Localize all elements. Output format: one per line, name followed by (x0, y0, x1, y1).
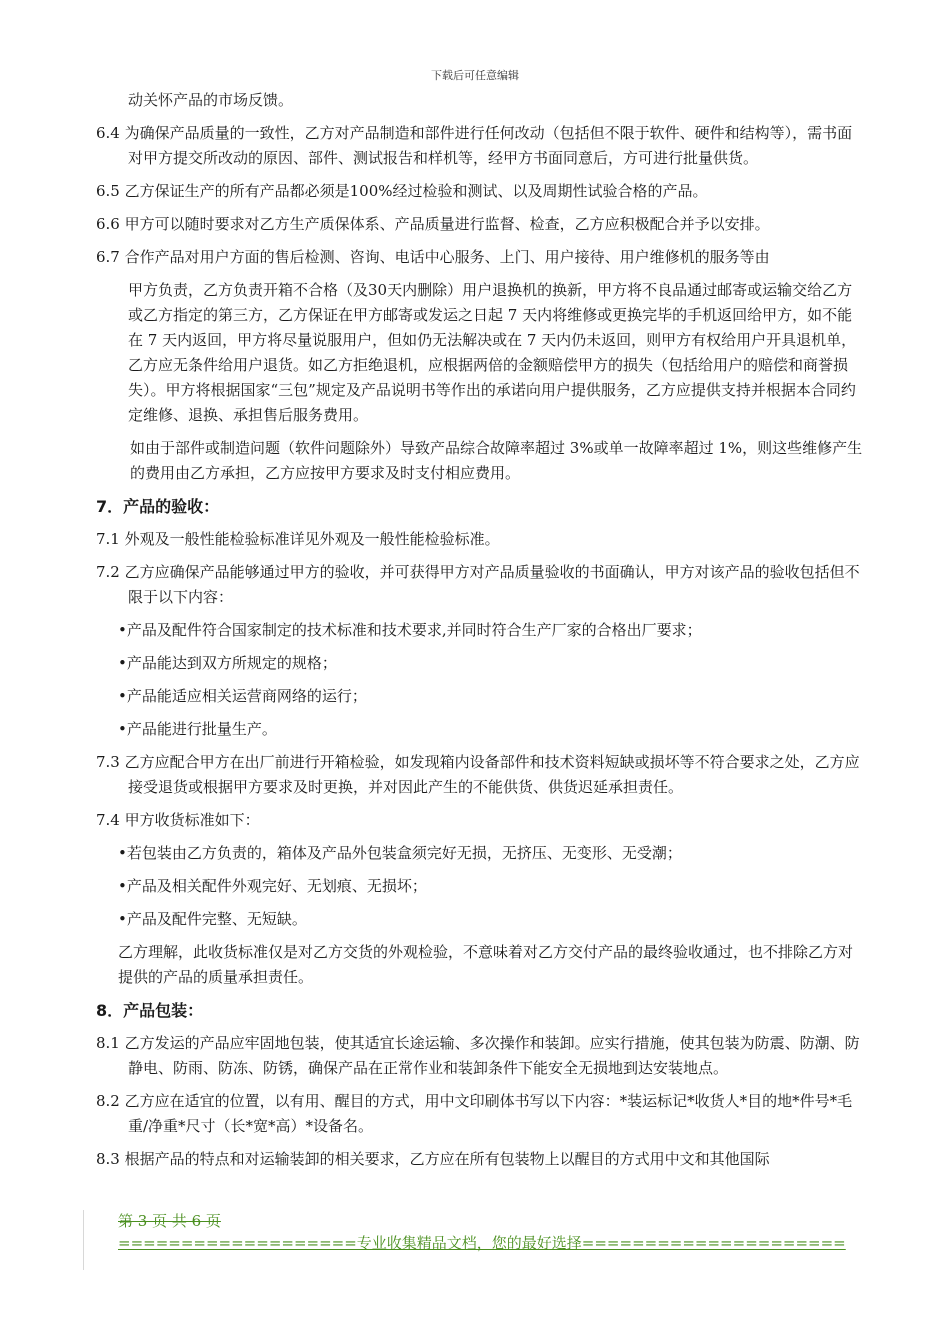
clause-7-3: 7.3 乙方应配合甲方在出厂前进行开箱检验，如发现箱内设备部件和技术资料短缺或损坏等不符合要求之处，乙方应接受退货或根据甲方要求及时更换，并对因此产生的不能供货、供货迟延承担责任。 (96, 753, 860, 796)
section-8-heading: 8．产品包装： (96, 1001, 204, 1020)
clause-6-4: 6.4 为确保产品质量的一致性，乙方对产品制造和部件进行任何改动（包括但不限于软件、硬件和结构等），需书面对甲方提交所改动的原因、部件、测试报告和样机等，经甲方书面同意后，方可进行批量供货。 (96, 124, 853, 167)
clause-6-6: 6.6 甲方可以随时要求对乙方生产质保体系、产品质量进行监督、检查，乙方应积极配合并予以安排。 (96, 215, 770, 233)
clause-7-1: 7.1 外观及一般性能检验标准详见外观及一般性能检验标准。 (96, 530, 500, 548)
clause-7-4: 7.4 甲方收货标准如下： (96, 811, 260, 829)
list-item: •产品能适应相关运营商网络的运行； (118, 687, 367, 705)
list-item: •产品能进行批量生产。 (118, 720, 277, 738)
clause-6-7: 6.7 合作产品对用户方面的售后检测、咨询、电话中心服务、上门、用户接待、用户维修机的服务等由 (96, 248, 770, 266)
footer-banner: ===================专业收集精品文档，您的最好选择===================== (118, 1234, 846, 1252)
clause-6-7-note: 如由于部件或制造问题（软件问题除外）导致产品综合故障率超过 3%或单一故障率超过 1%，则这些维修产生的费用由乙方承担，乙方应按甲方要求及时支付相应费用。 (130, 439, 863, 482)
clause-7-2: 7.2 乙方应确保产品能够通过甲方的验收，并可获得甲方对产品质量验收的书面确认，甲方对该产品的验收包括但不限于以下内容： (96, 563, 860, 606)
clause-8-3: 8.3 根据产品的特点和对运输装卸的相关要求，乙方应在所有包装物上以醒目的方式用中文和其他国际 (96, 1150, 770, 1168)
clause-6-7-continued: 甲方负责，乙方负责开箱不合格（及30天内删除）用户退换机的换新，甲方将不良品通过邮寄或运输交给乙方或乙方指定的第三方，乙方保证在甲方邮寄或发运之日起 7 天内将维修或更换完毕的手机返回给甲方，如不能在 7 天内返回，甲方将尽量说服用户，但如仍无法解决或在 7 天内仍未返回，则甲方有权给用户开具退机单，乙方应无条件给用户退货。如乙方拒绝退机，应根据两倍的金额赔偿甲方的损失（包括给用户的赔偿和商誉损失）。甲方将根据国家“三包”规定及产品说明书等作出的承诺向用户提供服务，乙方应提供支持并根据本合同约定维修、退换、承担售后服务费用。 (128, 281, 857, 424)
page-number: 第 3 页 共 6 页 (118, 1212, 221, 1230)
list-item: •若包装由乙方负责的，箱体及产品外包装盒须完好无损，无挤压、无变形、无受潮； (118, 844, 682, 862)
list-item: •产品及相关配件外观完好、无划痕、无损坏； (118, 877, 427, 895)
clause-6-5: 6.5 乙方保证生产的所有产品都必须是100%经过检验和测试、以及周期性试验合格的产品。 (96, 182, 708, 200)
list-item: •产品能达到双方所规定的规格； (118, 654, 337, 672)
clause-8-1: 8.1 乙方发运的产品应牢固地包装，使其适宜长途运输、多次操作和装卸。应实行措施，使其包装为防震、防潮、防静电、防雨、防冻、防锈，确保产品在正常作业和装卸条件下能安全无损地到达安装地点。 (96, 1034, 860, 1077)
document-body (96, 88, 866, 1180)
clause-7-4-note: 乙方理解，此收货标准仅是对乙方交货的外观检验，不意味着对乙方交付产品的最终验收通过，也不排除乙方对提供的产品的质量承担责任。 (118, 943, 854, 986)
list-item: •产品及配件符合国家制定的技术标准和技术要求,并同时符合生产厂家的合格出厂要求； (118, 621, 702, 639)
margin-rule (83, 1210, 84, 1270)
list-item: •产品及配件完整、无短缺。 (118, 910, 307, 928)
page-footer (118, 1210, 846, 1254)
section-7-heading: 7．产品的验收： (96, 497, 220, 516)
clause-8-2: 8.2 乙方应在适宜的位置，以有用、醒目的方式，用中文印刷体书写以下内容：*装运标记*收货人*目的地*件号*毛重/净重*尺寸（长*宽*高）*设备名。 (96, 1092, 853, 1135)
page-header: 下载后可任意编辑 (431, 69, 519, 82)
continued-paragraph: 动关怀产品的市场反馈。 (128, 91, 294, 109)
